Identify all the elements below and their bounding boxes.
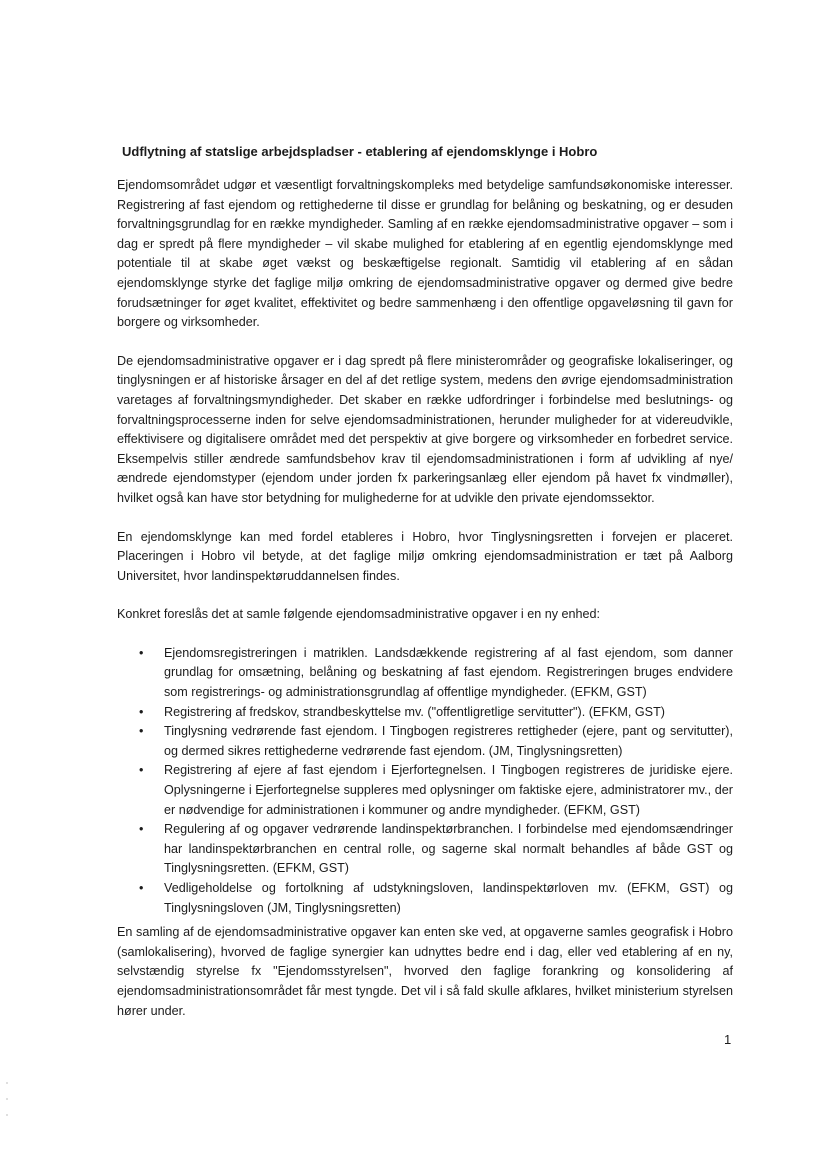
list-item [139,761,733,820]
bullet-icon: • [139,645,144,660]
list-item [139,722,733,761]
list-item [139,703,733,723]
bullet-icon: • [139,881,144,895]
task-list [117,644,733,918]
page-number: 1 [724,1032,732,1047]
list-item-text: Tinglysning vedrørende fast ejendom. I Tingbogen registreres rettigheder (ejere, pant og servitutter), og dermed sikres rettighederne vedrørende fast ejendom. (JM, Tinglysningsretten) [164,724,733,758]
scan-mark [6,1114,8,1116]
scan-mark [6,1082,8,1084]
paragraph: De ejendomsadministrative opgaver er i dag spredt på flere ministerområder og geografiske lokaliseringer, og tinglysningen er af historiske årsager en del af det retlige system, medens den øvrige ejendomsadministration varetages af forvaltningsmyndigheder. Det skaber en række udfordringer i forbindelse med beslutnings- og forvaltningsprocesserne inden for selve ejendomsadministrationen, herunder muligheder for at videreudvikle, effektivisere og digitalisere området med det perspektiv at give borgere og virksomheder en forbedret service. Eksempelvis stiller ændrede samfundsbehov krav til ejendomsadministrationen i form af udvikling af nye/ændrede ejendomstyper (ejendom under jorden fx parkeringsanlæg eller ejendom på havet fx vindmøller), hvilket også kan have stor betydning for mulighederne for at udvikle den private ejendomssektor. [117,353,733,505]
list-item-text: Ejendomsregistreringen i matriklen. Landsdækkende registrering af al fast ejendom, som danner grundlag for omsætning, belåning og beskatning af fast ejendom. Registreringen bruges endvidere som registrerings- og administrationsgrundlag af offentlige myndigheder. (EFKM, GST) [164,645,733,700]
paragraph: En samling af de ejendomsadministrative opgaver kan enten ske ved, at opgaverne samles geografisk i Hobro (samlokalisering), hvorved de faglige synergier kan udnyttes bedre end i dag, eller ved etablering af en ny, selvstændig styrelse fx "Ejendomsstyrelsen", hvorved den faglige forankring og konsolidering af ejendomsadministrationsområdet får mest tyngde. Det vil i så fald skulle afklares, hvilket ministerium styrelsen hører under. [117,925,733,1018]
list-item [139,644,733,703]
document-body [117,176,733,1040]
list-item [139,879,733,918]
paragraph: En ejendomsklynge kan med fordel etableres i Hobro, hvor Tinglysningsretten i forvejen er placeret. Placeringen i Hobro vil betyde, at det faglige miljø omkring ejendomsadministration er tæt på Aalborg Universitet, hvor landinspektøruddannelsen findes. [117,529,733,583]
bullet-icon: • [139,822,144,837]
paragraph: Konkret foreslås det at samle følgende ejendomsadministrative opgaver i en ny enhed: [117,607,601,622]
document-title: Udflytning af statslige arbejdspladser - etablering af ejendomsklynge i Hobro [122,144,598,159]
list-item-text: Registrering af fredskov, strandbeskyttelse mv. ("offentligretlige servitutter"). (EFKM, GST) [164,704,665,719]
bullet-icon: • [139,704,144,719]
list-item-text: Vedligeholdelse og fortolkning af udstykningsloven, landinspektørloven mv. (EFKM, GST) og Tinglysningsloven (JM, Tinglysningsretten) [164,881,733,915]
list-item-text: Regulering af og opgaver vedrørende landinspektørbranchen. I forbindelse med ejendomsændringer har landinspektørbranchen en central rolle, og sagerne skal normalt behandles af både GST og Tinglysningsretten. (EFKM, GST) [164,822,733,876]
bullet-icon: • [139,724,144,739]
list-item-text: Registrering af ejere af fast ejendom i Ejerfortegnelsen. I Tingbogen registreres de juridiske ejere. Oplysningerne i Ejerfortegnelse suppleres med oplysninger om faktiske ejere, administratorer mv., der er nødvendige for administrationen i kommuner og andre myndigheder. (EFKM, GST) [164,763,733,817]
bullet-icon: • [139,763,144,778]
list-item [139,820,733,879]
paragraph: Ejendomsområdet udgør et væsentligt forvaltningskompleks med betydelige samfundsøkonomiske interesser. Registrering af fast ejendom og rettighederne til disse er grundlag for belåning og beskatning, og er desuden forvaltningsgrundlag for en række myndigheder. Samling af en række ejendomsadministrative opgaver – som i dag er spredt på flere myndigheder – vil skabe mulighed for etablering af en egentlig ejendomsklynge med potentiale til at skabe øget vækst og beskæftigelse regionalt. Samtidig vil etablering af en sådan ejendomsklynge styrke det faglige miljø omkring de ejendomsadministrative opgaver og dermed give bedre forudsætninger for øget kvalitet, effektivitet og bedre sammenhæng i den offentlige opgaveløsning til gavn for borgere og virksomheder. [117,178,733,330]
scan-mark [6,1098,8,1100]
